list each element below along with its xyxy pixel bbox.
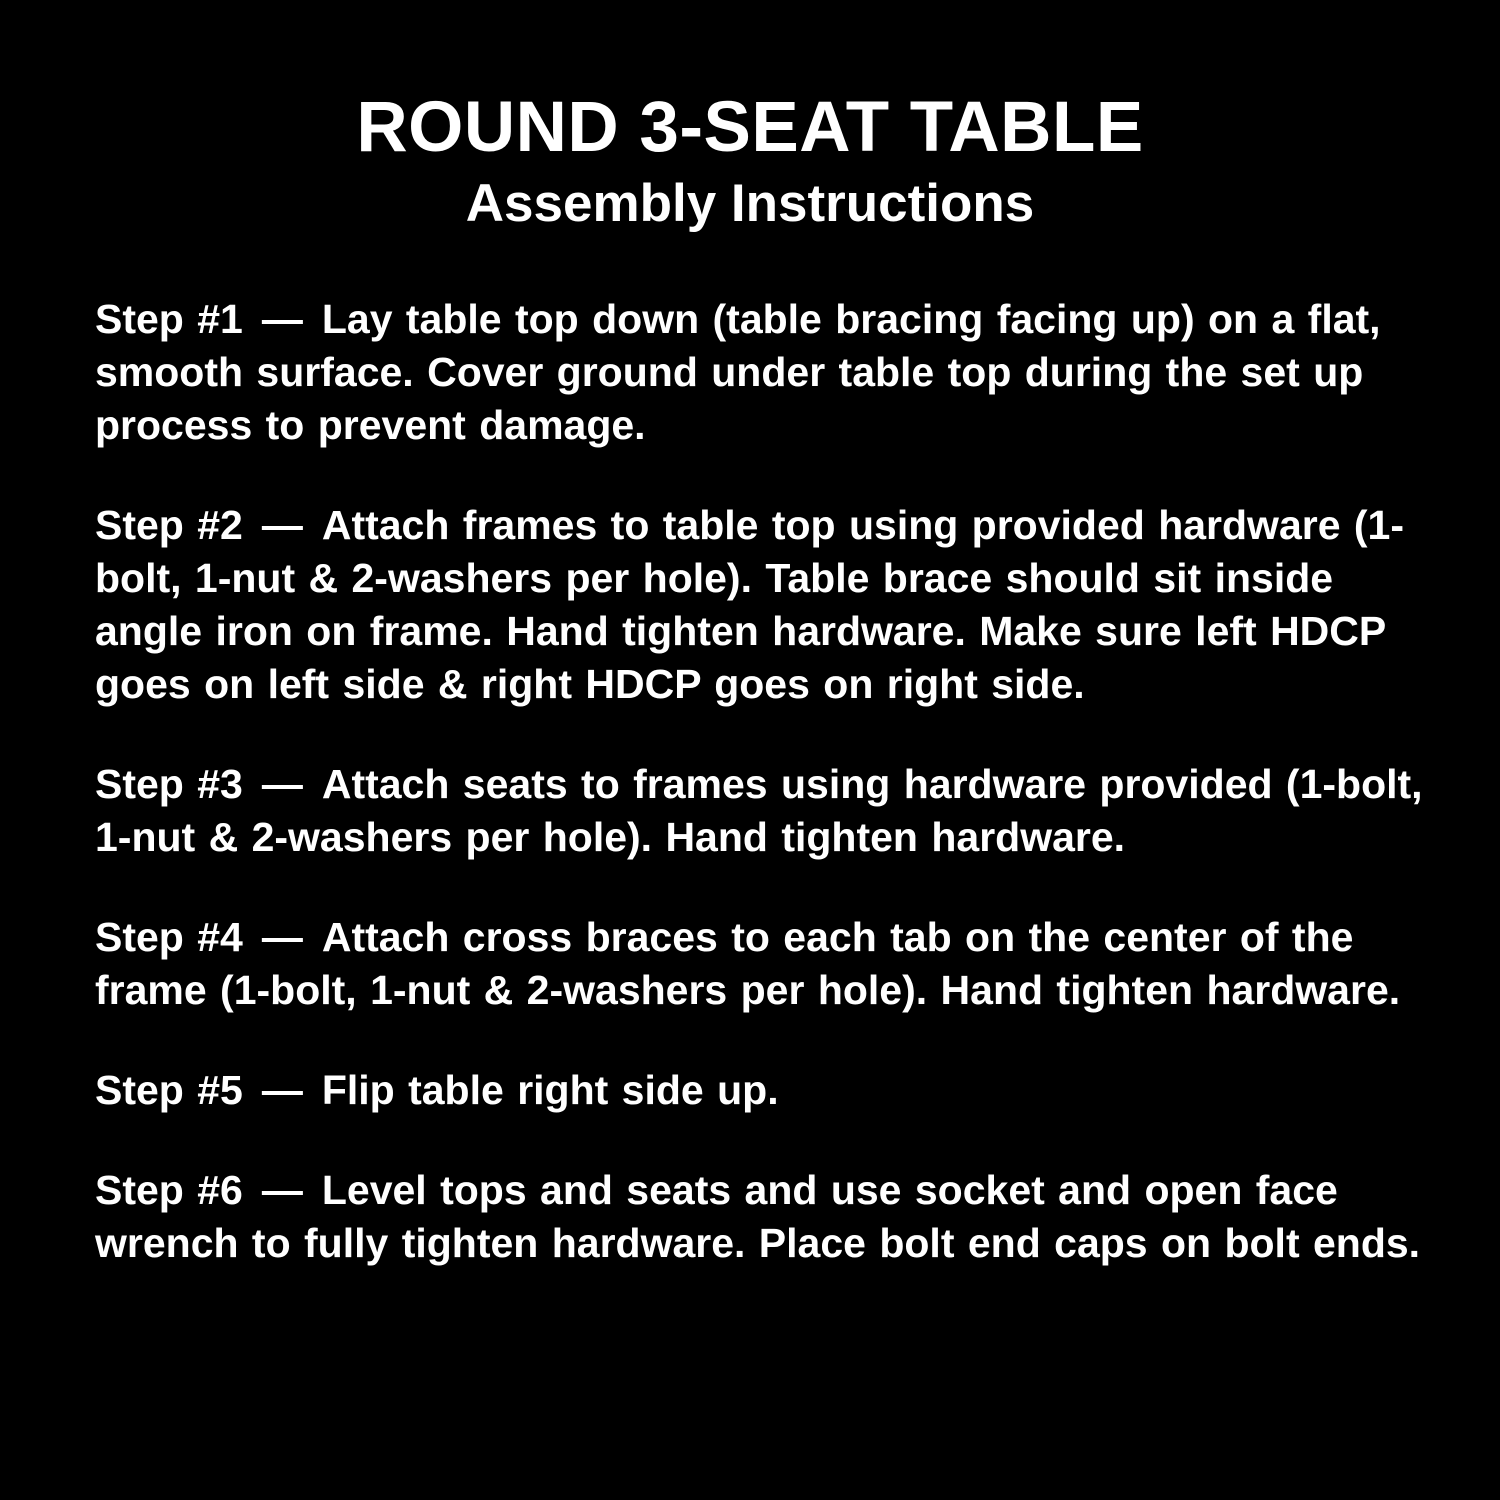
step-3 <box>95 758 1430 864</box>
step-3-label: Step #3 <box>95 760 243 807</box>
step-1-text: Lay table top down (table bracing facing up) on a flat, smooth surface. Cover ground under table top during the set up process to prevent damage. <box>95 295 1381 448</box>
step-4 <box>95 911 1430 1017</box>
step-3-dash: — <box>261 760 303 807</box>
page-title: ROUND 3-SEAT TABLE <box>356 88 1144 167</box>
step-3-text: Attach seats to frames using hardware provided (1-bolt, 1-nut & 2-washers per hole). Hand tighten hardware. <box>95 760 1423 860</box>
step-5 <box>95 1064 1430 1117</box>
sheet-header <box>70 90 1430 233</box>
step-5-text: Flip table right side up. <box>321 1066 779 1113</box>
step-4-label: Step #4 <box>95 913 243 960</box>
step-2-text: Attach frames to table top using provided hardware (1-bolt, 1-nut & 2-washers per hole). Table brace should sit inside angle iron on frame. Hand tighten hardware. Make sure left HDCP goes on left side & right HDCP goes on right side. <box>95 501 1405 707</box>
step-6-dash: — <box>261 1166 303 1213</box>
step-1 <box>95 293 1430 452</box>
step-4-dash: — <box>261 913 303 960</box>
step-5-label: Step #5 <box>95 1066 243 1113</box>
step-4-text: Attach cross braces to each tab on the center of the frame (1-bolt, 1-nut & 2-washers per hole). Hand tighten hardware. <box>95 913 1401 1013</box>
step-2 <box>95 499 1430 711</box>
steps-list <box>95 293 1430 1270</box>
step-1-label: Step #1 <box>95 295 243 342</box>
step-1-dash: — <box>261 295 303 342</box>
step-6-label: Step #6 <box>95 1166 243 1213</box>
page-subtitle: Assembly Instructions <box>465 173 1035 233</box>
step-5-dash: — <box>261 1066 303 1113</box>
step-2-label: Step #2 <box>95 501 243 548</box>
step-6 <box>95 1164 1430 1270</box>
step-6-text: Level tops and seats and use socket and open face wrench to fully tighten hardware. Place bolt end caps on bolt ends. <box>95 1166 1421 1266</box>
step-2-dash: — <box>261 501 303 548</box>
